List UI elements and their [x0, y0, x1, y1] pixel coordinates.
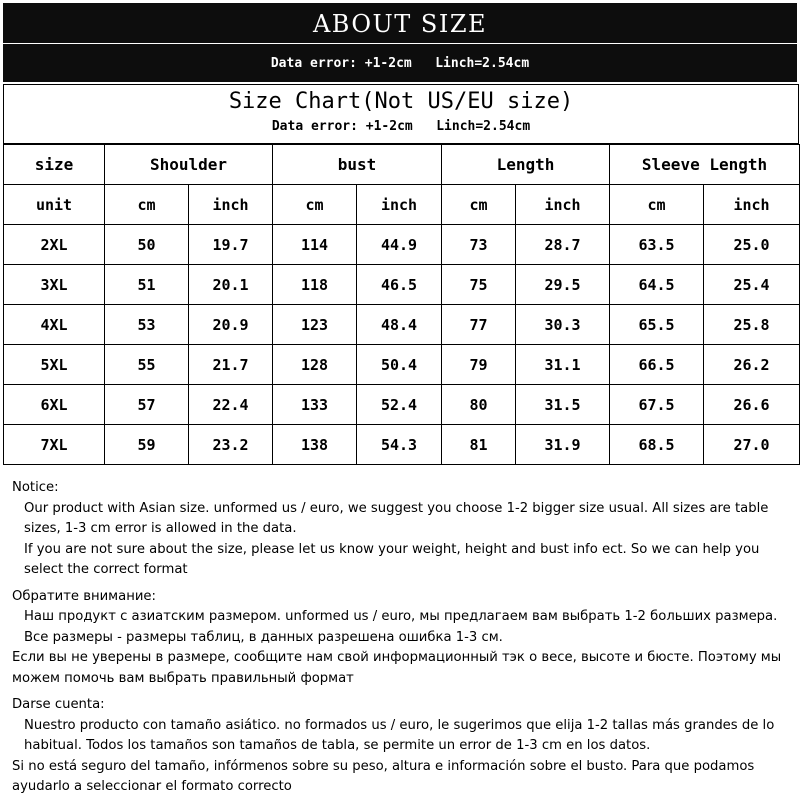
- notice-english: [12, 478, 792, 581]
- bust-cm-cell: 138: [273, 425, 357, 465]
- bust-cm-cell: 128: [273, 345, 357, 385]
- size-chart-header: [3, 84, 799, 144]
- bust-inch-cell: 54.3: [357, 425, 442, 465]
- size-cell: 3XL: [4, 265, 105, 305]
- bust-inch-cell: 50.4: [357, 345, 442, 385]
- bust-header: bust: [273, 145, 442, 185]
- size-column-header: size: [4, 145, 105, 185]
- length-inch-cell: 29.5: [516, 265, 610, 305]
- table-row: [4, 425, 800, 465]
- bust-inch-cell: 46.5: [357, 265, 442, 305]
- shoulder-header: Shoulder: [105, 145, 273, 185]
- shoulder-inch-cell: 20.1: [189, 265, 273, 305]
- sleeve-cm-header: cm: [610, 185, 704, 225]
- about-size-banner: [3, 3, 797, 83]
- shoulder-cm-header: cm: [105, 185, 189, 225]
- size-chart-title: Size Chart(Not US/EU size): [228, 89, 574, 114]
- banner-data-note: Data error: +1-2cm Linch=2.54cm: [3, 43, 797, 83]
- bust-inch-header: inch: [357, 185, 442, 225]
- sleeve-cm-cell: 63.5: [610, 225, 704, 265]
- length-cm-cell: 75: [442, 265, 516, 305]
- bust-cm-cell: 123: [273, 305, 357, 345]
- length-inch-cell: 31.1: [516, 345, 610, 385]
- length-cm-cell: 77: [442, 305, 516, 345]
- length-cm-header: cm: [442, 185, 516, 225]
- sleeve-inch-cell: 25.4: [704, 265, 800, 305]
- table-row: [4, 305, 800, 345]
- bust-cm-cell: 118: [273, 265, 357, 305]
- table-row: [4, 265, 800, 305]
- shoulder-inch-cell: 23.2: [189, 425, 273, 465]
- size-cell: 5XL: [4, 345, 105, 385]
- size-cell: 4XL: [4, 305, 105, 345]
- sleeve-length-header: Sleeve Length: [610, 145, 800, 185]
- size-cell: 2XL: [4, 225, 105, 265]
- group-header-row: [4, 145, 800, 185]
- sleeve-inch-cell: 26.2: [704, 345, 800, 385]
- notice-russian-para-1: Наш продукт с азиатским размером. unformed us / euro, мы предлагаем вам выбрать 1-2 больших размера. Все размеры - размеры таблиц, в данных разрешена ошибка 1-3 см.: [24, 609, 778, 645]
- notice-spanish-para-1: Nuestro producto con tamaño asiático. no formados us / euro, le sugerimos que elija 1-2 tallas más grandes de lo habitual. Todos los tamaños son tamaños de tabla, se permite un error de 1-3 cm en los datos.: [24, 717, 775, 753]
- sleeve-cm-cell: 65.5: [610, 305, 704, 345]
- notice-russian: [12, 587, 792, 690]
- size-chart: [3, 84, 799, 464]
- shoulder-inch-cell: 20.9: [189, 305, 273, 345]
- sleeve-inch-cell: 26.6: [704, 385, 800, 425]
- shoulder-inch-cell: 22.4: [189, 385, 273, 425]
- bust-inch-cell: 44.9: [357, 225, 442, 265]
- size-cell: 6XL: [4, 385, 105, 425]
- sleeve-cm-cell: 66.5: [610, 345, 704, 385]
- bust-inch-cell: 48.4: [357, 305, 442, 345]
- sleeve-inch-cell: 27.0: [704, 425, 800, 465]
- bust-inch-cell: 52.4: [357, 385, 442, 425]
- notice-spanish: [12, 695, 792, 798]
- size-cell: 7XL: [4, 425, 105, 465]
- shoulder-inch-header: inch: [189, 185, 273, 225]
- sleeve-inch-header: inch: [704, 185, 800, 225]
- length-inch-cell: 31.5: [516, 385, 610, 425]
- length-inch-header: inch: [516, 185, 610, 225]
- shoulder-inch-cell: 19.7: [189, 225, 273, 265]
- bust-cm-cell: 133: [273, 385, 357, 425]
- shoulder-cm-cell: 57: [105, 385, 189, 425]
- notice-russian-para-2: Если вы не уверены в размере, сообщите нам свой информационный тэк о весе, высоте и бюсте. Поэтому мы можем помочь вам выбрать правильный формат: [12, 650, 782, 686]
- shoulder-inch-cell: 21.7: [189, 345, 273, 385]
- unit-header-row: [4, 185, 800, 225]
- sleeve-cm-cell: 67.5: [610, 385, 704, 425]
- notice-english-para-2: If you are not sure about the size, please let us know your weight, height and bust info ect. So we can help you select the correct format: [24, 541, 760, 577]
- size-table: [3, 144, 800, 465]
- table-row: [4, 345, 800, 385]
- sleeve-cm-cell: 68.5: [610, 425, 704, 465]
- length-cm-cell: 81: [442, 425, 516, 465]
- length-inch-cell: 31.9: [516, 425, 610, 465]
- shoulder-cm-cell: 50: [105, 225, 189, 265]
- length-inch-cell: 28.7: [516, 225, 610, 265]
- shoulder-cm-cell: 55: [105, 345, 189, 385]
- notice-russian-heading: Обратите внимание:: [12, 588, 156, 604]
- notice-spanish-para-2: Si no está seguro del tamaño, infórmenos sobre su peso, altura e información sobre el busto. Para que podamos ayudarlo a seleccionar el formato correcto: [12, 758, 755, 794]
- shoulder-cm-cell: 51: [105, 265, 189, 305]
- notice-english-heading: Notice:: [12, 480, 59, 495]
- notice-english-para-1: Our product with Asian size. unformed us / euro, we suggest you choose 1-2 bigger size usual. All sizes are table sizes, 1-3 cm error is allowed in the data.: [24, 500, 769, 536]
- length-cm-cell: 79: [442, 345, 516, 385]
- length-header: Length: [442, 145, 610, 185]
- shoulder-cm-cell: 53: [105, 305, 189, 345]
- length-cm-cell: 73: [442, 225, 516, 265]
- table-row: [4, 385, 800, 425]
- unit-label: unit: [4, 185, 105, 225]
- sleeve-cm-cell: 64.5: [610, 265, 704, 305]
- bust-cm-header: cm: [273, 185, 357, 225]
- notice-spanish-heading: Darse cuenta:: [12, 697, 105, 712]
- length-inch-cell: 30.3: [516, 305, 610, 345]
- sleeve-inch-cell: 25.8: [704, 305, 800, 345]
- bust-cm-cell: 114: [273, 225, 357, 265]
- table-row: [4, 225, 800, 265]
- size-chart-subtitle: Data error: +1-2cm Linch=2.54cm: [271, 119, 531, 134]
- sleeve-inch-cell: 25.0: [704, 225, 800, 265]
- length-cm-cell: 80: [442, 385, 516, 425]
- notice-section: [12, 478, 792, 804]
- shoulder-cm-cell: 59: [105, 425, 189, 465]
- banner-title: ABOUT SIZE: [312, 10, 488, 38]
